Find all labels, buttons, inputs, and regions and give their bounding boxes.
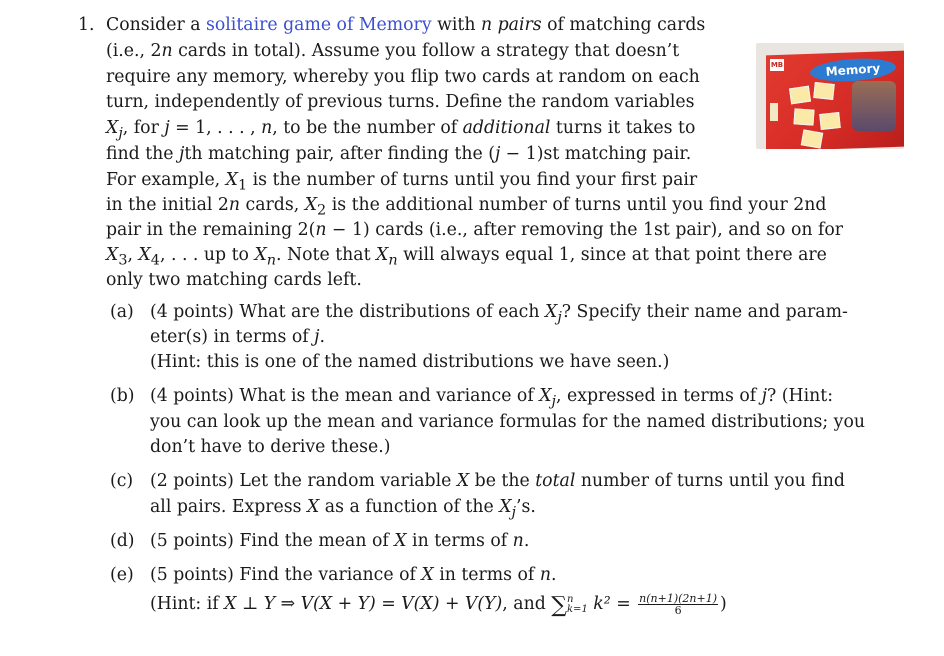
card-illustration bbox=[789, 86, 811, 105]
problem-line-2: (i.e., 2n cards in total). Assume you follow a strategy that doesn’t bbox=[106, 41, 680, 61]
part-b-line-1: (4 points) What is the mean and variance of $X_j$, expressed in terms of j? (Hint: bbox=[150, 386, 834, 410]
memory-game-box-image bbox=[756, 43, 904, 149]
part-c-label: (c) bbox=[110, 471, 134, 491]
part-a-hint: (Hint: this is one of the named distributions we have seen.) bbox=[150, 352, 670, 372]
part-d-label: (d) bbox=[110, 531, 135, 551]
problem-line-3: require any memory, whereby you flip two cards at random on each bbox=[106, 67, 700, 87]
part-e-line-1: (5 points) Find the variance of X in terms of n. bbox=[150, 565, 557, 585]
independence-relation: X ⊥ Y ⇒ V(X + Y) = V(X) + V(Y) bbox=[224, 594, 503, 614]
problem-line-11: only two matching cards left. bbox=[106, 270, 362, 290]
memory-logo: Memory bbox=[809, 56, 896, 84]
part-b-line-2: you can look up the mean and variance formulas for the named distributions; you bbox=[150, 412, 865, 432]
problem-line-7: For example, $X_1$ is the number of turns until you find your first pair bbox=[106, 170, 698, 194]
problem-number: 1. bbox=[78, 15, 95, 35]
part-b-line-3: don’t have to derive these.) bbox=[150, 437, 391, 457]
part-e-label: (e) bbox=[110, 565, 134, 585]
problem-line-1: Consider a solitaire game of Memory with n pairs of matching cards bbox=[106, 15, 706, 35]
box-side-tab bbox=[770, 103, 778, 121]
card-illustration bbox=[819, 112, 841, 130]
card-illustration bbox=[793, 108, 814, 125]
problem-line-8: in the initial 2n cards, $X_2$ is the additional number of turns until you find your 2nd bbox=[106, 195, 827, 219]
part-c-line-2: all pairs. Express X as a function of the $X_j’s$. bbox=[150, 497, 536, 521]
problem-line-5: $X_j$, for j = 1, . . . , n, to be the number of additional turns it takes to bbox=[106, 118, 696, 142]
part-a-label: (a) bbox=[110, 302, 134, 322]
problem-line-10: $X_3$, $X_4$, . . . up to $X_n$. Note that $X_n$ will always equal 1, since at that point there are bbox=[106, 245, 827, 269]
brand-logo: MB bbox=[770, 61, 784, 69]
part-a-line-2: eter(s) in terms of j. bbox=[150, 327, 325, 347]
sum-limits: n k=1 bbox=[567, 593, 588, 615]
part-d-line-1: (5 points) Find the mean of X in terms of n. bbox=[150, 531, 530, 551]
kids-photo bbox=[852, 81, 896, 131]
part-a-line-1: (4 points) What are the distributions of each $X_j$? Specify their name and param- bbox=[150, 302, 848, 326]
problem-line-9: pair in the remaining 2(n − 1) cards (i.e., after removing the 1st pair), and so on for bbox=[106, 220, 844, 240]
sum-fraction: $\frac{n(n+1)(2n+1)}{6}$ bbox=[639, 592, 718, 617]
problem-line-6: find the jth matching pair, after finding the (j − 1)st matching pair. bbox=[106, 144, 692, 164]
part-c-line-1: (2 points) Let the random variable X be the total number of turns until you find bbox=[150, 471, 845, 491]
card-illustration bbox=[813, 82, 835, 100]
sum-symbol: ∑ bbox=[551, 593, 567, 618]
part-b-label: (b) bbox=[110, 386, 135, 406]
solitaire-link[interactable]: solitaire game of Memory bbox=[206, 15, 432, 35]
problem-line-4: turn, independently of previous turns. Define the random variables bbox=[106, 92, 695, 112]
card-illustration bbox=[801, 129, 823, 148]
part-e-hint: (Hint: if X ⊥ Y ⇒ V(X + Y) = V(X) + V(Y), and ∑ n k=1 k² = $\frac{n(n+1)(2n+1)}{6}$ ) bbox=[150, 592, 727, 618]
